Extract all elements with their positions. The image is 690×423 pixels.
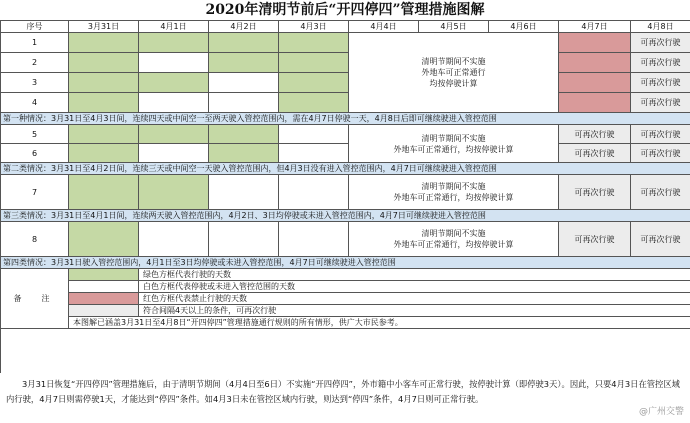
day-cell-drive — [139, 73, 209, 93]
header-date-0407: 4月7日 — [559, 21, 631, 33]
day-cell-banned — [559, 93, 631, 113]
holiday-note: 清明节期间不实施 外地车可正常通行，均按停驶计算 — [349, 175, 559, 210]
row-number: 2 — [1, 53, 69, 73]
day-cell-drive — [279, 53, 349, 73]
passable-cell: 可再次行驶 — [631, 93, 690, 113]
day-cell-drive — [209, 33, 279, 53]
passable-cell: 可再次行驶 — [559, 144, 631, 163]
holiday-note: 清明节期间不实施 外地车可正常通行，均按停驶计算 — [349, 222, 559, 257]
case-band-3: 第三类情况：3月31日至4月1日间，连续两天驶入管控范围内，4月2日、3日均停驶或未进入管控范围内，4月7日可继续驶进入管控范围 — [1, 210, 690, 222]
passable-cell: 可再次行驶 — [631, 222, 690, 257]
day-cell-banned — [559, 53, 631, 73]
passable-cell: 可再次行驶 — [631, 175, 690, 210]
day-cell-idle — [209, 175, 279, 210]
case-band-1: 第一种情况：3月31日至4月3日间，连续四天或中间空一至两天驶入管控范围内，需在4月7日停驶一天，4月8日后即可继续驶进入管控范围 — [1, 113, 690, 125]
header-date-0331: 3月31日 — [69, 21, 139, 33]
day-cell-banned — [559, 73, 631, 93]
row-number: 5 — [1, 125, 69, 144]
header-date-0408: 4月8日 — [631, 21, 690, 33]
legend-green-text: 绿色方框代表行驶的天数 — [139, 269, 690, 281]
case-band-4: 第四类情况：3月31日驶入管控范围内，4月1日至3日均停驶或未进入管控范围，4月7日可继续驶进入管控范围 — [1, 257, 690, 269]
header-date-0404: 4月4日 — [349, 21, 419, 33]
passable-cell: 可再次行驶 — [559, 222, 631, 257]
footer-explanation — [0, 375, 690, 423]
day-cell-idle — [279, 222, 349, 257]
header-date-0401: 4月1日 — [139, 21, 209, 33]
day-cell-drive — [139, 125, 209, 144]
header-date-0405: 4月5日 — [419, 21, 489, 33]
day-cell-drive — [69, 144, 139, 163]
passable-cell: 可再次行驶 — [631, 33, 690, 53]
row-number: 8 — [1, 222, 69, 257]
legend-swatch-green — [69, 269, 139, 281]
day-cell-idle — [139, 53, 209, 73]
passable-cell: 可再次行驶 — [631, 125, 690, 144]
day-cell-idle — [279, 125, 349, 144]
header-date-0403: 4月3日 — [279, 21, 349, 33]
header-date-0406: 4月6日 — [489, 21, 559, 33]
legend-summary: 本图解已涵盖3月31日至4月8日“开四停四”管理措施通行规则的所有情形，供广大市民参考。 — [69, 317, 690, 329]
day-cell-drive — [69, 33, 139, 53]
day-cell-drive — [279, 73, 349, 93]
day-cell-idle — [139, 144, 209, 163]
legend-swatch-red — [69, 293, 139, 305]
day-cell-idle — [279, 175, 349, 210]
row-number: 6 — [1, 144, 69, 163]
day-cell-drive — [139, 175, 209, 210]
rules-table — [0, 20, 690, 373]
day-cell-drive — [139, 33, 209, 53]
passable-cell: 可再次行驶 — [559, 175, 631, 210]
row-number: 3 — [1, 73, 69, 93]
day-cell-idle — [279, 144, 349, 163]
day-cell-drive — [209, 125, 279, 144]
passable-cell: 可再次行驶 — [631, 144, 690, 163]
day-cell-idle — [209, 93, 279, 113]
legend-gray-text: 符合间隔4天以上的条件，可再次行驶 — [139, 305, 690, 317]
watermark: @广州交警 — [638, 407, 684, 417]
day-cell-drive — [69, 93, 139, 113]
holiday-note: 清明节期间不实施 外地车可正常通行，均按停驶计算 — [349, 125, 559, 163]
day-cell-drive — [69, 125, 139, 144]
day-cell-idle — [139, 93, 209, 113]
row-number: 4 — [1, 93, 69, 113]
passable-cell: 可再次行驶 — [631, 53, 690, 73]
day-cell-drive — [69, 53, 139, 73]
page-title: 2020年清明节前后“开四停四”管理措施图解 — [205, 2, 485, 18]
holiday-note: 清明节期间不实施 外地车可正常通行 均按停驶计算 — [349, 33, 559, 113]
legend-swatch-gray — [69, 305, 139, 317]
day-cell-drive — [69, 222, 139, 257]
legend-white-text: 白色方框代表停驶或未进入管控范围的天数 — [139, 281, 690, 293]
day-cell-idle — [209, 222, 279, 257]
day-cell-banned — [559, 33, 631, 53]
header-date-0402: 4月2日 — [209, 21, 279, 33]
legend-swatch-white — [69, 281, 139, 293]
passable-cell: 可再次行驶 — [631, 73, 690, 93]
note-label: 备 注 — [1, 269, 69, 329]
case-band-2: 第二类情况：3月31日至4月2日间，连续三天或中间空一天驶入管控范围内，但4月3日没有进入管控范围内，4月7日可继续驶进入管控范围 — [1, 163, 690, 175]
day-cell-drive — [69, 175, 139, 210]
header-index: 序号 — [1, 21, 69, 33]
day-cell-drive — [209, 53, 279, 73]
legend-red-text: 红色方框代表禁止行驶的天数 — [139, 293, 690, 305]
row-number: 1 — [1, 33, 69, 53]
footer-paragraph: 3月31日恢复“开四停四”管理措施后，由于清明节期间（4月4日至6日）不实施“开四停四”，外市籍中小客车可正常行驶，按停驶计算（即停驶3天）。因此，只要4月3日在管控区域内行驶，4月7日则需停驶1天，才能达到“停四”条件。如4月3日未在管控区域内行驶，则达到“停四”条件，4月7日则可正常行驶。 — [6, 379, 680, 404]
day-cell-drive — [279, 33, 349, 53]
day-cell-drive — [209, 144, 279, 163]
row-number: 7 — [1, 175, 69, 210]
day-cell-idle — [209, 73, 279, 93]
day-cell-idle — [139, 222, 209, 257]
day-cell-drive — [279, 93, 349, 113]
passable-cell: 可再次行驶 — [559, 125, 631, 144]
day-cell-drive — [69, 73, 139, 93]
